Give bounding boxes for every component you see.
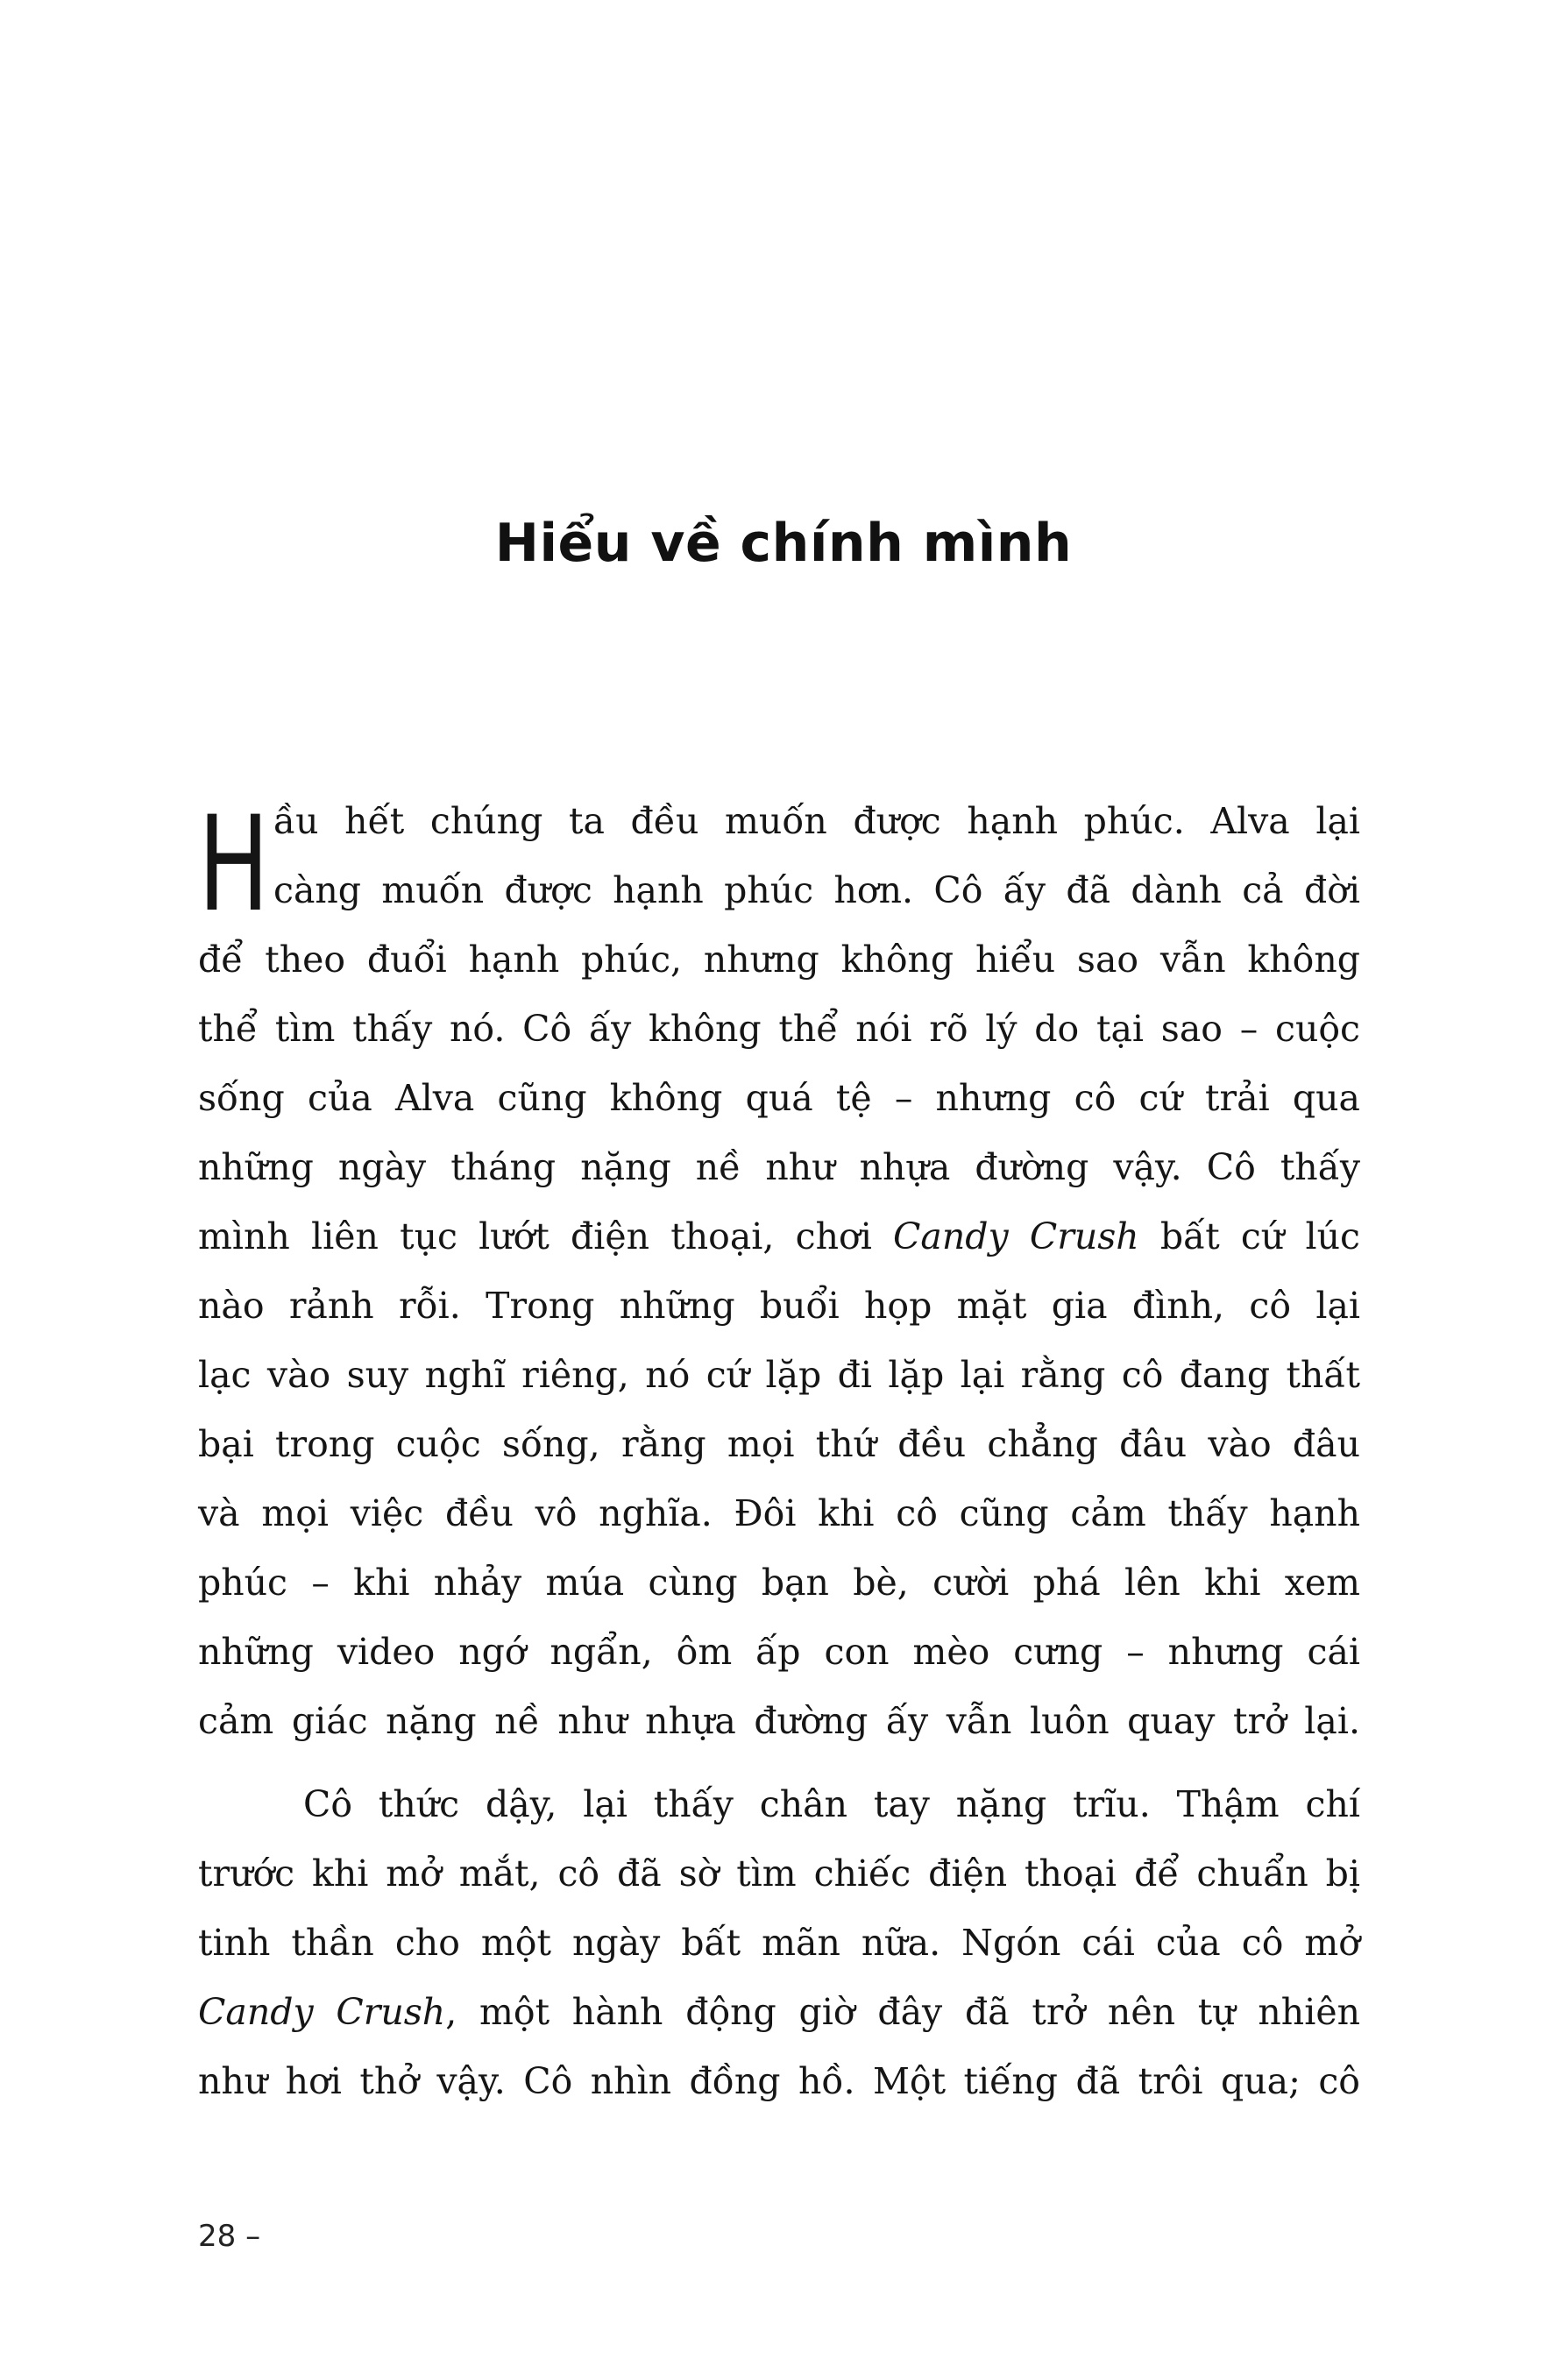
paragraph-line: cảm giác nặng nề như nhựa đường ấy vẫn luôn quay trở lại. — [198, 1700, 1360, 1742]
paragraph-line: để theo đuổi hạnh phúc, nhưng không hiểu sao vẫn không — [198, 939, 1360, 981]
paragraph-line: lạc vào suy nghĩ riêng, nó cứ lặp đi lặp lại rằng cô đang thất — [198, 1354, 1360, 1396]
paragraph-line: và mọi việc đều vô nghĩa. Đôi khi cô cũng cảm thấy hạnh — [198, 1492, 1360, 1534]
paragraph-line — [198, 1978, 1360, 2047]
page-number: 28 – — [198, 2219, 261, 2254]
text-segment: bất cứ lúc — [1138, 1215, 1360, 1257]
paragraph-line: thể tìm thấy nó. Cô ấy không thể nói rõ lý do tại sao – cuộc — [198, 1008, 1360, 1050]
chapter-title: Hiểu về chính mình — [494, 513, 1073, 574]
paragraph-line: những ngày tháng nặng nề như nhựa đường vậy. Cô thấy — [198, 1146, 1360, 1188]
paragraph-line: trước khi mở mắt, cô đã sờ tìm chiếc điện thoại để chuẩn bị — [198, 1852, 1360, 1895]
drop-cap: H — [198, 789, 270, 941]
paragraph-line: bại trong cuộc sống, rằng mọi thứ đều chẳng đâu vào đâu — [198, 1423, 1360, 1465]
paragraph-line: tinh thần cho một ngày bất mãn nữa. Ngón cái của cô mở — [198, 1922, 1360, 1964]
text-segment: , một hành động giờ đây đã trở nên tự nhiên — [445, 1991, 1360, 2033]
paragraph-line: ầu hết chúng ta đều muốn được hạnh phúc. Alva lại — [273, 800, 1360, 842]
paragraph-2 — [198, 1770, 1360, 2116]
paragraph-line: sống của Alva cũng không quá tệ – nhưng cô cứ trải qua — [198, 1077, 1360, 1119]
paragraph-line: Cô thức dậy, lại thấy chân tay nặng trĩu. Thậm chí — [303, 1783, 1360, 1825]
paragraph-line — [198, 1202, 1360, 1271]
text-segment: mình liên tục lướt điện thoại, chơi — [198, 1215, 894, 1257]
paragraph-line: nào rảnh rỗi. Trong những buổi họp mặt gia đình, cô lại — [198, 1285, 1360, 1327]
game-title-italic: Candy Crush — [198, 1991, 446, 2033]
paragraph-line: càng muốn được hạnh phúc hơn. Cô ấy đã dành cả đời — [273, 869, 1360, 911]
paragraph-line: phúc – khi nhảy múa cùng bạn bè, cười phá lên khi xem — [198, 1562, 1360, 1604]
paragraph-1 — [198, 787, 1360, 1756]
game-title-italic: Candy Crush — [893, 1215, 1139, 1257]
paragraph-line: như hơi thở vậy. Cô nhìn đồng hồ. Một tiếng đã trôi qua; cô — [198, 2060, 1360, 2102]
paragraph-line: những video ngớ ngẩn, ôm ấp con mèo cưng – nhưng cái — [198, 1631, 1360, 1673]
